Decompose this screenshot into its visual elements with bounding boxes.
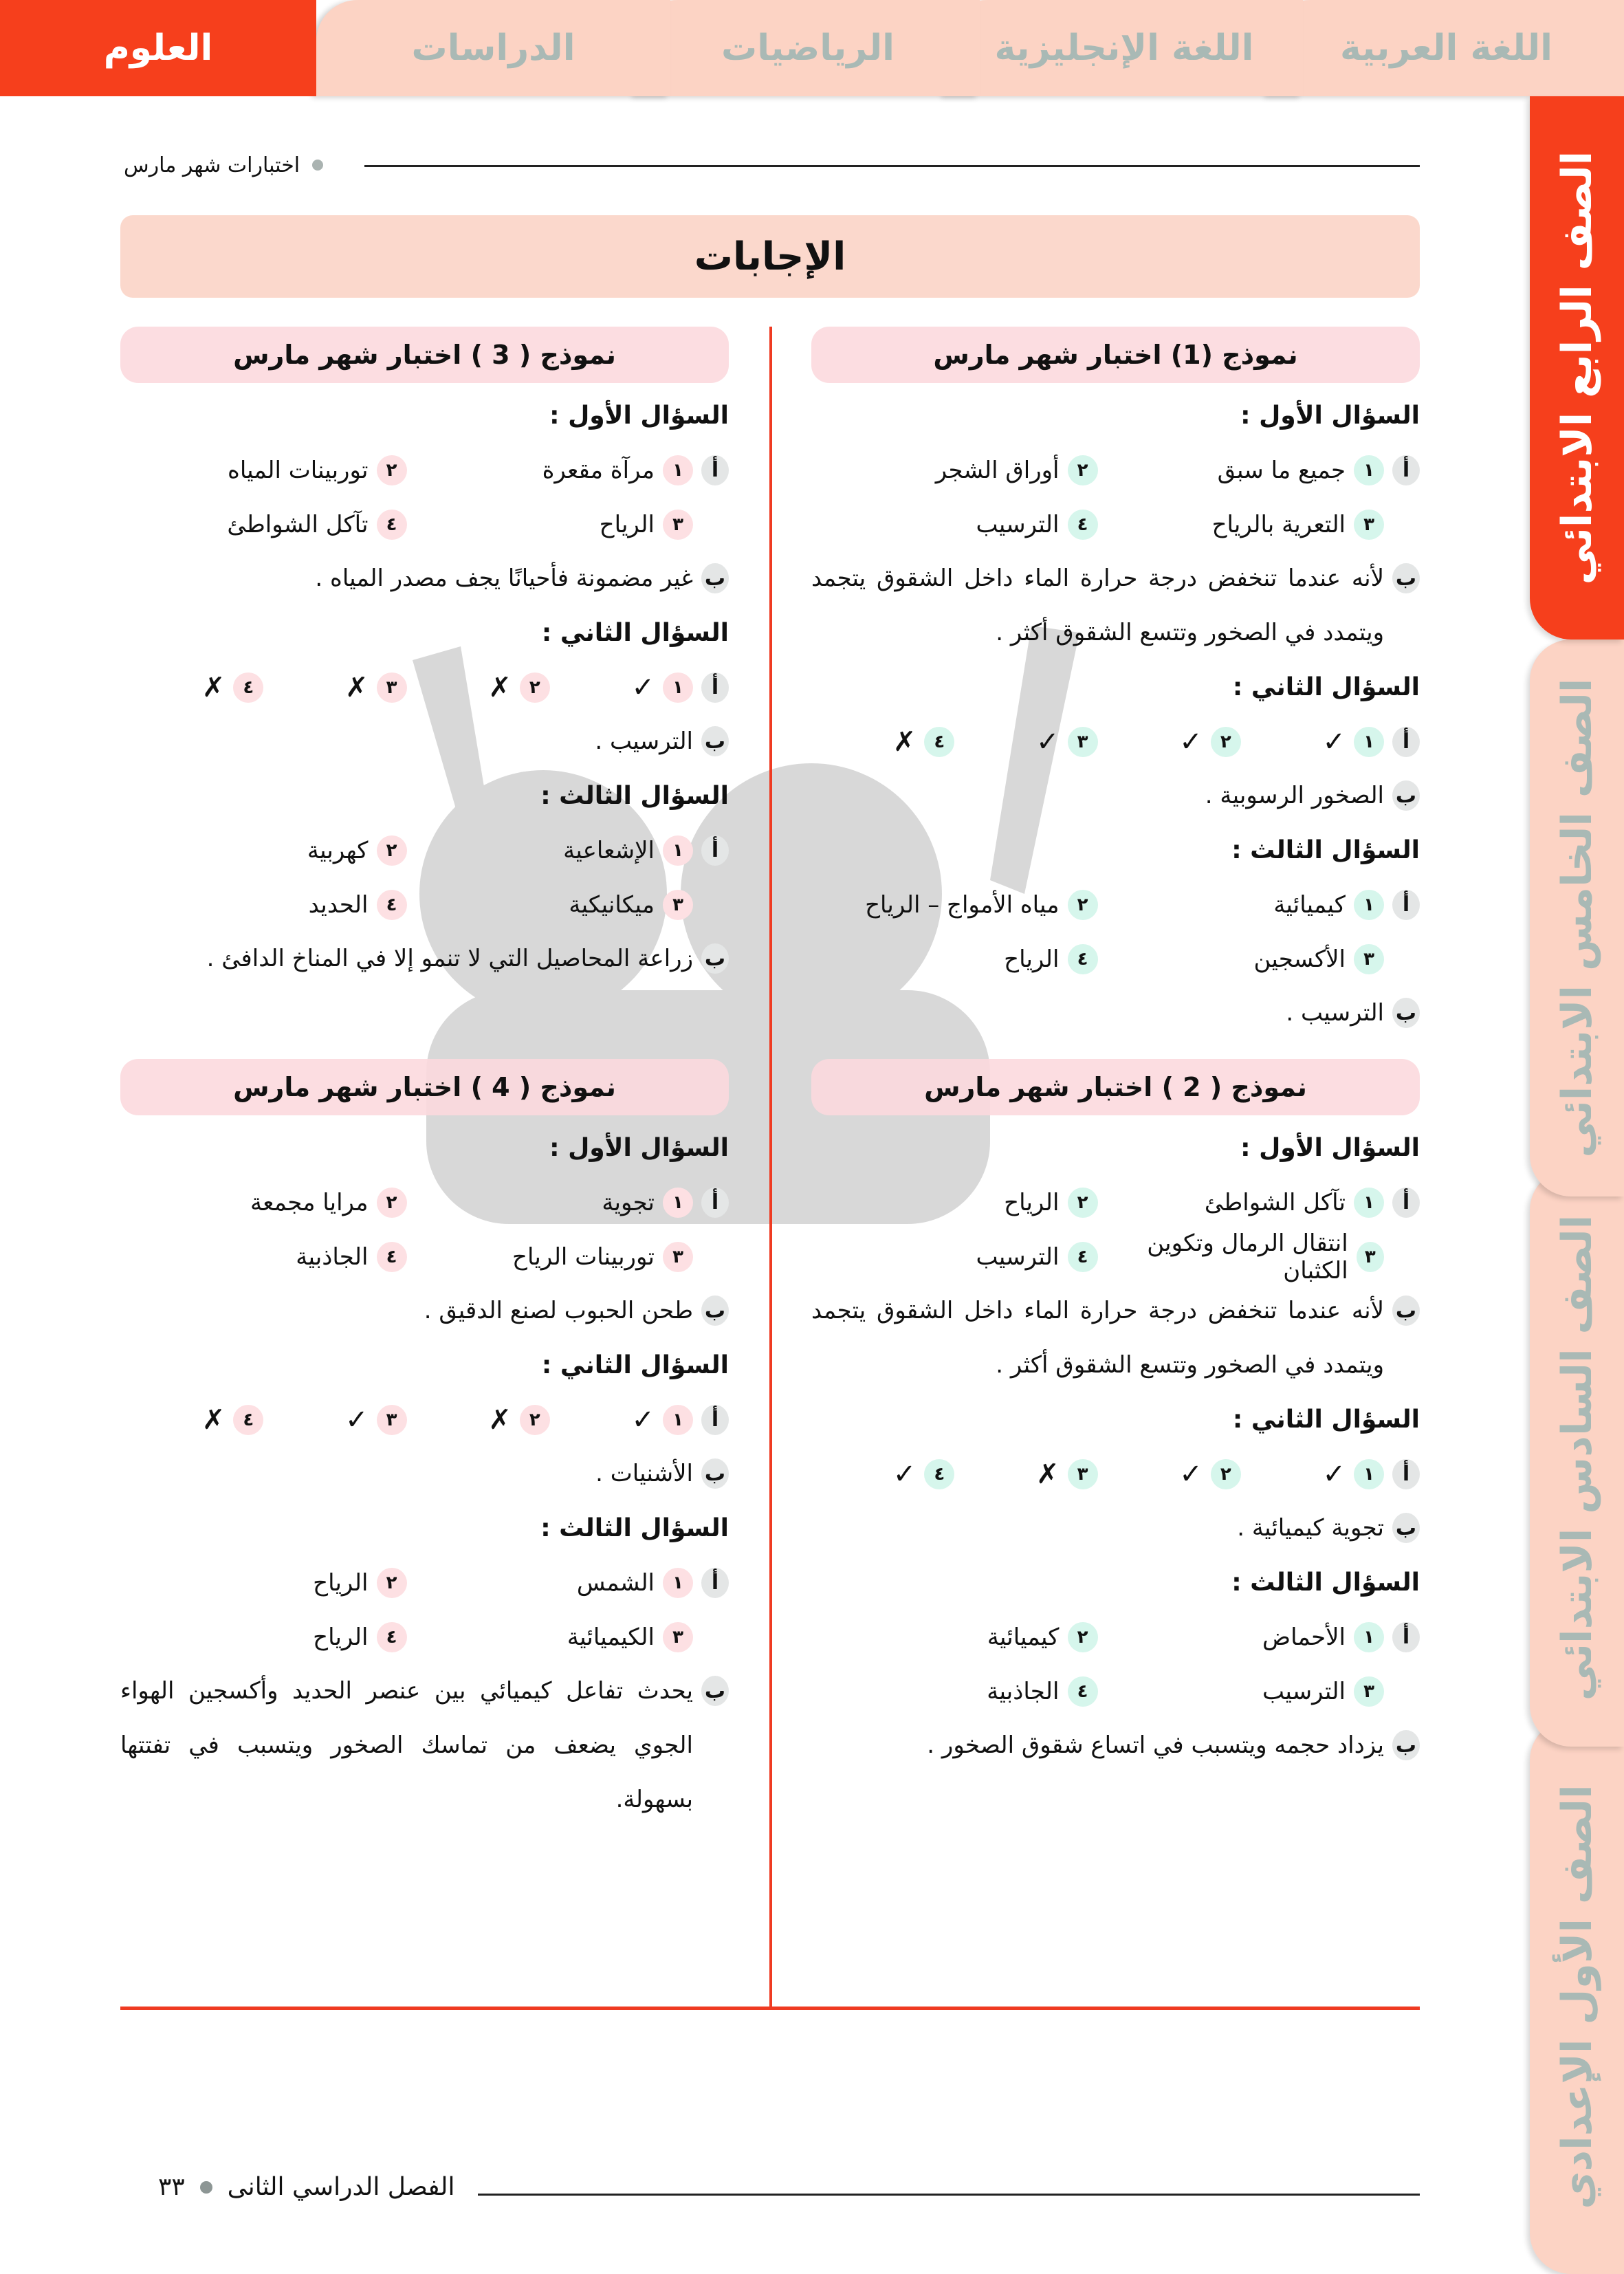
question-title: السؤال الثالث : [1231, 836, 1420, 864]
answer-model [120, 1059, 729, 1827]
answer-text: الأكسجين [1253, 945, 1346, 973]
answer-text: الأشنيات . [595, 1460, 693, 1487]
answer-model [811, 327, 1420, 1040]
tab-label: اللغة الإنجليزية [994, 28, 1254, 69]
question-title: السؤال الثالث : [540, 1514, 729, 1542]
item-number: ٢ [1211, 727, 1241, 757]
tab-label: الدراسات [411, 28, 575, 69]
answer-b [811, 1284, 1420, 1392]
answer-item [1098, 890, 1385, 920]
item-number: ٤ [924, 1459, 954, 1489]
tf-item [811, 1458, 954, 1490]
item-number: ٤ [377, 1622, 407, 1652]
answer-b [811, 986, 1420, 1040]
part-label: ب [701, 1295, 729, 1326]
item-number: ٢ [1068, 890, 1098, 920]
model-header: نموذج ( 2 ) اختبار شهر مارس [811, 1059, 1420, 1115]
answer-text: الإشعاعية [563, 836, 655, 864]
answer-b [811, 1501, 1420, 1555]
answer-text: لأنه عندما تنخفض درجة حرارة الماء داخل الشقوق يتجمد ويتمدد في الصخور وتتسع الشقوق أكثر . [811, 1297, 1384, 1379]
part-label: ب [1392, 780, 1420, 811]
answer-row [811, 497, 1420, 551]
answer-text: الترسيب [1262, 1677, 1346, 1705]
grade-tab-4[interactable] [1530, 96, 1624, 639]
item-number: ٣ [663, 1622, 693, 1652]
answer-text: تآكل الشواطئ [1204, 1188, 1346, 1216]
answer-text: الجاذبية [296, 1243, 369, 1271]
item-number: ١ [1354, 1622, 1384, 1652]
part-label: أ [701, 1188, 729, 1218]
answer-text: الترسيب [976, 1243, 1060, 1271]
answer-text: توربينات الرياح [512, 1243, 655, 1271]
item-number: ٢ [377, 1568, 407, 1598]
bullet-icon [312, 160, 323, 171]
answer-text: يحدث تفاعل كيميائي بين عنصر الحديد وأكسجين الهواء الجوي يضعف من تماسك الصخور ويتسبب في تفتتها بسهولة. [120, 1677, 693, 1813]
tab-arabic[interactable] [1269, 0, 1624, 96]
answer-text: الرياح [1004, 1188, 1060, 1216]
answer-text: مياه الأمواج – الرياح [865, 890, 1060, 919]
tf-item [954, 1458, 1097, 1490]
tf-item [550, 672, 693, 703]
answer-text: الأحماض [1262, 1623, 1346, 1651]
answer-item [1098, 1676, 1385, 1707]
answer-item [120, 1242, 407, 1272]
answer-item [811, 455, 1098, 485]
answer-text: تآكل الشواطئ [227, 510, 369, 538]
check-icon: ✓ [344, 1403, 369, 1436]
item-number: ٤ [1068, 1242, 1098, 1272]
answer-text: مرايا مجمعة [250, 1188, 369, 1216]
page-title-text: الإجابات [694, 234, 846, 279]
answer-row [120, 1175, 729, 1229]
item-number: ٣ [663, 510, 693, 540]
check-icon: ✓ [1322, 1458, 1346, 1490]
part-label: أ [701, 1405, 729, 1435]
tab-social-studies[interactable] [316, 0, 670, 96]
grade-tab-label: الصف الرابع الابتدائي [1552, 151, 1601, 585]
part-label: أ [1392, 727, 1420, 757]
answer-item [120, 1568, 407, 1598]
answer-item [407, 890, 694, 920]
answer-item [120, 1188, 407, 1218]
subject-tabs [0, 0, 1624, 96]
answer-text: الرياح [313, 1568, 369, 1597]
item-number: ١ [1354, 455, 1384, 485]
answer-item [811, 510, 1098, 540]
part-label: أ [701, 673, 729, 703]
part-label: ب [701, 943, 729, 974]
footer-rule [478, 2194, 1420, 2196]
item-number: ٢ [377, 1188, 407, 1218]
tf-item [407, 1404, 550, 1436]
cross-icon: ✗ [488, 671, 512, 703]
item-number: ٢ [1068, 455, 1098, 485]
answer-text: الشمس [576, 1568, 655, 1597]
tf-item [407, 672, 550, 703]
answer-b [120, 1664, 729, 1827]
part-label: أ [1392, 455, 1420, 485]
question-title: السؤال الأول : [1240, 402, 1420, 430]
answer-text: الترسيب [976, 510, 1060, 538]
item-number: ٢ [1211, 1459, 1241, 1489]
item-number: ٤ [924, 727, 954, 757]
answer-text: غير مضمونة فأحيانًا يجف مصدر المياه . [315, 565, 693, 592]
part-label: ب [701, 726, 729, 756]
answer-b [120, 714, 729, 769]
item-number: ٢ [1068, 1188, 1098, 1218]
tf-item [120, 1404, 263, 1436]
answer-text: الجاذبية [987, 1677, 1060, 1705]
part-label: أ [701, 455, 729, 485]
answer-item [1098, 1622, 1385, 1652]
answer-b [120, 1284, 729, 1338]
answer-item [120, 1622, 407, 1652]
tab-english[interactable] [945, 0, 1303, 96]
item-number: ٢ [520, 1405, 550, 1435]
answer-item [407, 1188, 694, 1218]
answer-item [407, 1568, 694, 1598]
check-icon: ✓ [631, 1403, 655, 1436]
model-header: نموذج ( 3 ) اختبار شهر مارس [120, 327, 729, 383]
part-label: ب [701, 1458, 729, 1489]
tab-science[interactable] [0, 0, 316, 96]
tf-item [1098, 1458, 1241, 1490]
tab-label: العلوم [103, 28, 213, 69]
answer-text: زراعة المحاصيل التي لا تنمو إلا في المناخ الدافئ . [206, 945, 693, 972]
tf-item [550, 1404, 693, 1436]
answer-item [407, 1622, 694, 1652]
item-number: ٤ [377, 1242, 407, 1272]
check-icon: ✓ [1322, 725, 1346, 758]
answer-text: كهربية [307, 836, 369, 864]
answer-text: ميكانيكية [569, 890, 655, 919]
item-number: ٣ [1354, 510, 1384, 540]
grade-tab-label: الصف الخامس الابتدائي [1552, 678, 1601, 1158]
item-number: ٣ [663, 890, 693, 920]
answer-text: الترسيب . [595, 728, 693, 755]
answer-item [407, 835, 694, 866]
answer-item [120, 835, 407, 866]
question-title: السؤال الثاني : [1232, 1406, 1420, 1434]
check-icon: ✓ [892, 1458, 917, 1490]
item-number: ٣ [1354, 1676, 1384, 1707]
grade-tab-5[interactable] [1530, 639, 1624, 1196]
answer-text: أوراق الشجر [935, 456, 1060, 484]
tab-math[interactable] [636, 0, 980, 96]
part-label: أ [1392, 890, 1420, 920]
question-title: السؤال الثاني : [541, 619, 729, 647]
answer-text: الرياح [599, 510, 655, 538]
answer-b [120, 551, 729, 606]
tab-label: اللغة العربية [1340, 28, 1552, 69]
answer-text: جميع ما سبق [1217, 456, 1346, 484]
part-label: ب [701, 1676, 729, 1706]
answer-text: الصخور الرسوبية . [1205, 782, 1384, 809]
question-title: السؤال الثاني : [1232, 673, 1420, 701]
part-label: ب [1392, 1295, 1420, 1326]
cross-icon: ✗ [1035, 1458, 1060, 1490]
column-divider [769, 327, 772, 2009]
page-title [120, 215, 1420, 298]
answer-text: الرياح [313, 1623, 369, 1651]
answer-text: انتقال الرمال وتكوين الكثبان [1147, 1229, 1348, 1284]
tf-item [120, 672, 263, 703]
answer-row [811, 443, 1420, 497]
answer-item [811, 1622, 1098, 1652]
item-number: ١ [1354, 727, 1384, 757]
part-label: أ [1392, 1459, 1420, 1489]
answer-item [811, 890, 1098, 920]
answer-text: توربينات المياه [228, 456, 369, 484]
answer-row [811, 1229, 1420, 1284]
true-false-row [120, 660, 729, 714]
question-title: السؤال الأول : [1240, 1134, 1420, 1162]
answer-text: يزداد حجمه ويتسبب في اتساع شقوق الصخور . [927, 1731, 1384, 1759]
item-number: ١ [663, 1405, 693, 1435]
answer-text: الحديد [308, 890, 369, 919]
answer-model [811, 1059, 1420, 1773]
model-header: نموذج ( 4 ) اختبار شهر مارس [120, 1059, 729, 1115]
item-number: ٣ [1357, 1242, 1384, 1272]
item-number: ٢ [377, 835, 407, 866]
question-title: السؤال الأول : [549, 1134, 729, 1162]
answer-item [811, 1188, 1098, 1218]
cross-icon: ✗ [488, 1403, 512, 1436]
answer-item [1098, 510, 1385, 540]
item-number: ١ [1354, 1459, 1384, 1489]
item-number: ٣ [377, 673, 407, 703]
part-label: ب [1392, 998, 1420, 1028]
bullet-icon [200, 2181, 212, 2194]
answer-text: الكيميائية [567, 1623, 655, 1651]
footer-term: الفصل الدراسي الثانى [227, 2173, 455, 2201]
tf-item [1241, 726, 1384, 758]
cross-icon: ✗ [201, 1403, 226, 1436]
answer-row [811, 1175, 1420, 1229]
item-number: ٣ [1068, 727, 1098, 757]
tf-item [1241, 1458, 1384, 1490]
tf-item [263, 672, 406, 703]
item-number: ١ [1354, 890, 1384, 920]
breadcrumb-text: اختبارات شهر مارس [124, 153, 300, 177]
page-number: ٣٣ [158, 2173, 185, 2201]
true-false-row [811, 1447, 1420, 1501]
answer-text: الرياح [1004, 945, 1060, 973]
answer-row [120, 1229, 729, 1284]
answer-text: التعرية بالرياح [1211, 510, 1346, 538]
answer-item [407, 510, 694, 540]
item-number: ٤ [1068, 1676, 1098, 1707]
breadcrumb [124, 148, 323, 182]
grade-tab-label: الصف الأول الإعدادي [1552, 1784, 1601, 2209]
item-number: ١ [663, 1188, 693, 1218]
answer-b [120, 1447, 729, 1501]
item-number: ١ [663, 673, 693, 703]
cross-icon: ✗ [344, 671, 369, 703]
tf-item [811, 726, 954, 758]
item-number: ٣ [663, 1242, 693, 1272]
check-icon: ✓ [1035, 725, 1060, 758]
answer-row [120, 1610, 729, 1664]
answer-b [811, 769, 1420, 823]
answer-row [120, 877, 729, 932]
answer-text: الترسيب . [1286, 999, 1384, 1027]
check-icon: ✓ [631, 671, 655, 703]
question-title: السؤال الأول : [549, 402, 729, 430]
grade-tab-6[interactable] [1530, 1169, 1624, 1747]
answer-row [120, 443, 729, 497]
answer-item [811, 944, 1098, 974]
answer-item [1098, 1188, 1385, 1218]
true-false-row [811, 714, 1420, 769]
answer-item [120, 890, 407, 920]
check-icon: ✓ [1179, 725, 1203, 758]
part-label: ب [1392, 563, 1420, 593]
item-number: ٤ [233, 1405, 263, 1435]
cross-icon: ✗ [201, 671, 226, 703]
answer-model [120, 327, 729, 986]
part-label: أ [1392, 1188, 1420, 1218]
tf-item [1098, 726, 1241, 758]
part-label: أ [1392, 1622, 1420, 1652]
part-label: أ [701, 835, 729, 866]
tab-label: الرياضيات [721, 28, 895, 69]
part-label: ب [1392, 1730, 1420, 1760]
answer-row [120, 497, 729, 551]
answer-item [1098, 944, 1385, 974]
item-number: ١ [663, 835, 693, 866]
answer-item [120, 455, 407, 485]
item-number: ٣ [1354, 944, 1384, 974]
grade-tab-label: الصف السادس الابتدائي [1552, 1214, 1601, 1701]
answer-b [120, 932, 729, 986]
answer-row [120, 1555, 729, 1610]
answer-item [1098, 1229, 1385, 1284]
item-number: ١ [1354, 1188, 1384, 1218]
footer [158, 2173, 454, 2201]
answer-row [811, 1664, 1420, 1718]
answer-text: مرآة مقعرة [542, 456, 655, 484]
answer-text: كيميائية [1273, 890, 1346, 919]
grade-tabs [1530, 96, 1624, 2274]
item-number: ٢ [377, 455, 407, 485]
answer-item [407, 1242, 694, 1272]
item-number: ٤ [233, 673, 263, 703]
item-number: ٣ [377, 1405, 407, 1435]
answer-row [811, 877, 1420, 932]
answer-row [811, 1610, 1420, 1664]
answer-item [1098, 455, 1385, 485]
answer-item [120, 510, 407, 540]
item-number: ٤ [1068, 510, 1098, 540]
answer-b [811, 1718, 1420, 1773]
tf-item [263, 1404, 406, 1436]
question-title: السؤال الثاني : [541, 1351, 729, 1379]
item-number: ١ [663, 455, 693, 485]
answer-item [407, 455, 694, 485]
part-label: ب [701, 563, 729, 593]
tf-item [954, 726, 1097, 758]
answer-row [811, 932, 1420, 986]
part-label: أ [701, 1568, 729, 1598]
answer-item [811, 1676, 1098, 1707]
item-number: ٤ [377, 890, 407, 920]
bottom-rule [120, 2007, 1420, 2010]
item-number: ٢ [520, 673, 550, 703]
answer-row [120, 823, 729, 877]
part-label: ب [1392, 1513, 1420, 1543]
answer-text: لأنه عندما تنخفض درجة حرارة الماء داخل الشقوق يتجمد ويتمدد في الصخور وتتسع الشقوق أكثر . [811, 565, 1384, 646]
item-number: ٤ [1068, 944, 1098, 974]
question-title: السؤال الثالث : [540, 782, 729, 810]
header-rule [364, 165, 1420, 167]
item-number: ٤ [377, 510, 407, 540]
item-number: ٢ [1068, 1622, 1098, 1652]
true-false-row [120, 1392, 729, 1447]
check-icon: ✓ [1179, 1458, 1203, 1490]
answer-text: تجوية [602, 1188, 655, 1216]
item-number: ٣ [1068, 1459, 1098, 1489]
model-header: نموذج (1) اختبار شهر مارس [811, 327, 1420, 383]
answer-text: كيميائية [987, 1623, 1060, 1651]
answer-text: طحن الحبوب لصنع الدقيق . [424, 1297, 693, 1324]
item-number: ١ [663, 1568, 693, 1598]
cross-icon: ✗ [892, 725, 917, 758]
question-title: السؤال الثالث : [1231, 1568, 1420, 1597]
answer-item [811, 1242, 1098, 1272]
answer-text: تجوية كيميائية . [1237, 1514, 1384, 1542]
answer-b [811, 551, 1420, 660]
grade-tab-prep-1[interactable] [1530, 1719, 1624, 2274]
